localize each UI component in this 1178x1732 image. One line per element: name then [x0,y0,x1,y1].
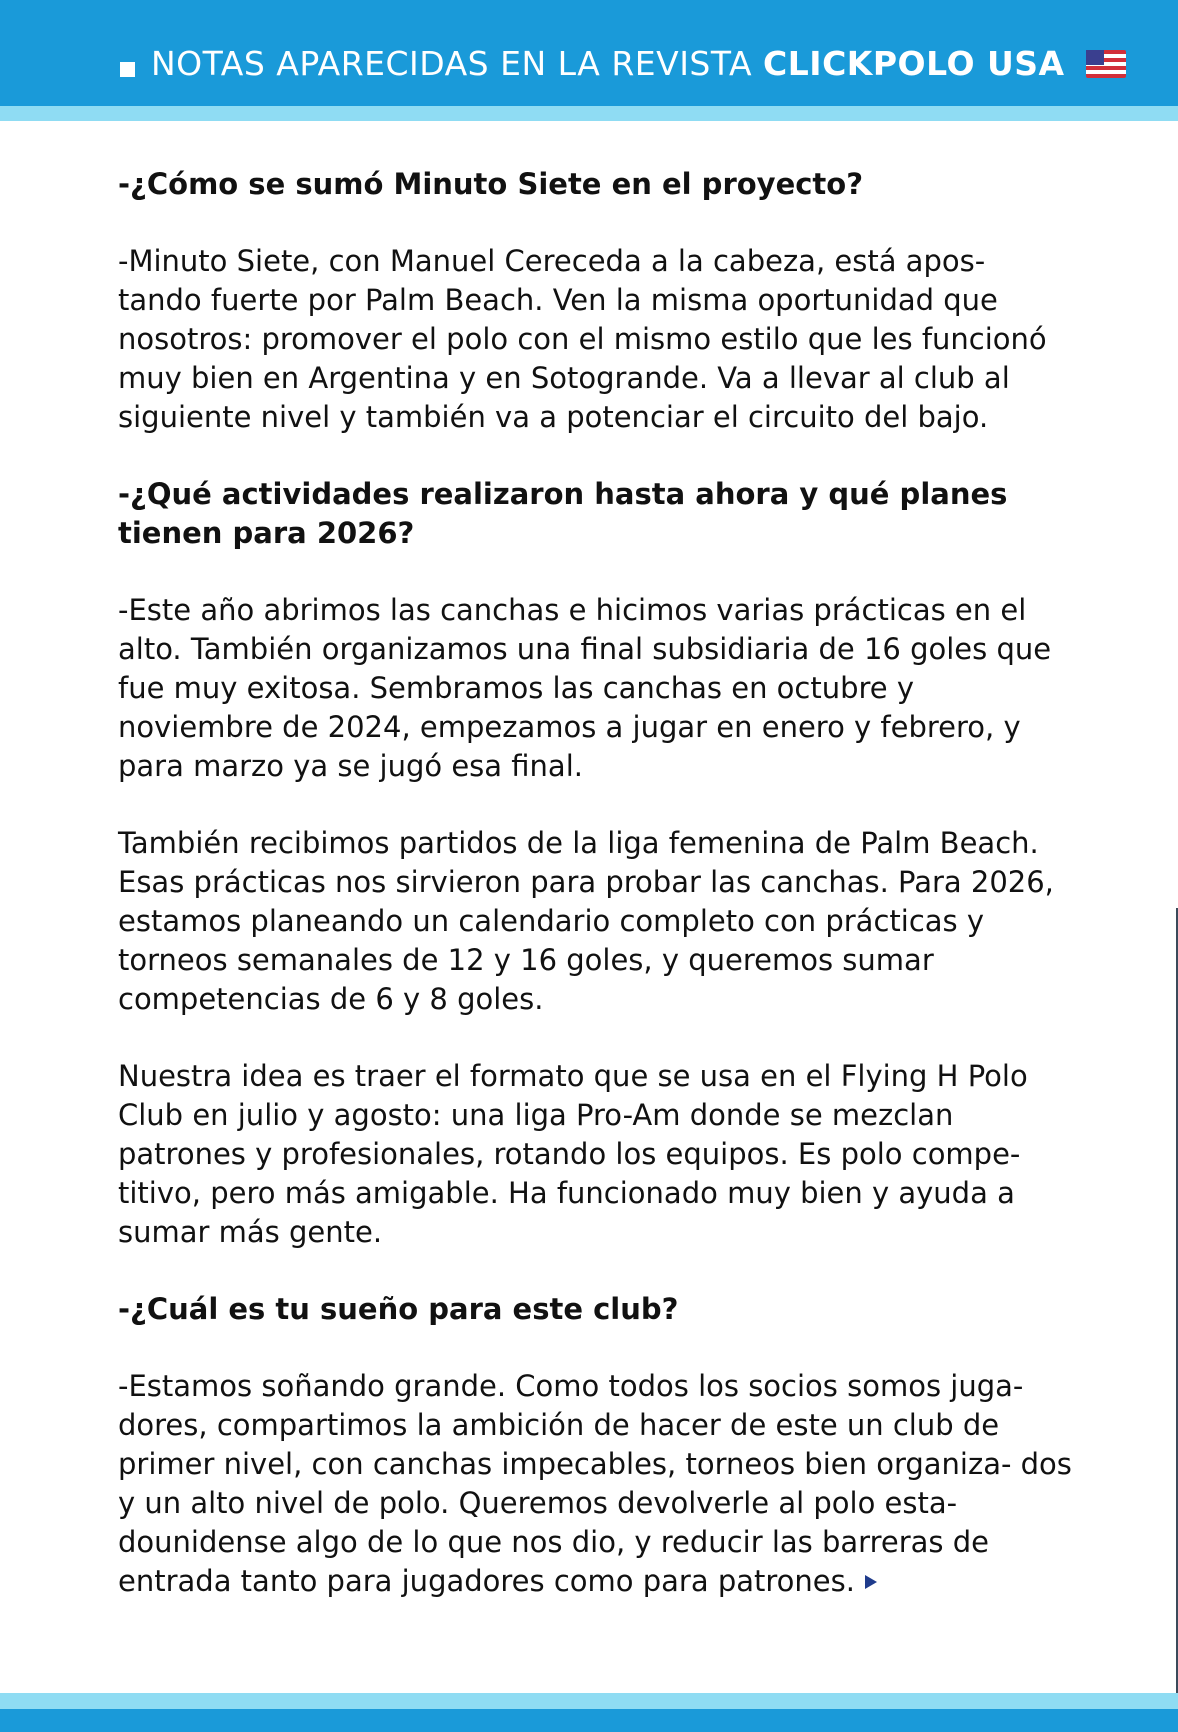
answer-2-paragraph-3: Nuestra idea es traer el formato que se usa en el Flying H Polo Club en julio y agosto: una liga Pro-Am donde se mezclan patrones y profesionales, rotando los equipos. Es polo compe- titivo, pero más amigable. Ha funcionado muy bien y ayuda a sumar más gente. [118,1059,1028,1249]
header-brand: CLICKPOLO USA [763,44,1065,83]
footer-strip [0,1693,1178,1709]
header-prefix: NOTAS APARECIDAS EN LA REVISTA [151,44,753,83]
question-3: -¿Cuál es tu sueño para este club? [118,1292,679,1326]
square-bullet-icon [120,62,135,77]
header-strip [0,106,1178,121]
flag-canton [1086,50,1104,65]
answer-3-paragraph [118,1367,1078,1601]
us-flag-icon [1086,50,1126,78]
question-1: -¿Cómo se sumó Minuto Siete en el proyecto? [118,167,864,201]
footer-bar [0,1709,1178,1732]
answer-2-paragraph-2: También recibimos partidos de la liga femenina de Palm Beach. Esas prácticas nos sirvieron para probar las canchas. Para 2026, estamos planeando un calendario completo con prácticas y torneos semanales de 12 y 16 goles, y queremos sumar competencias de 6 y 8 goles. [118,826,1054,1016]
header-title [120,44,1126,84]
answer-3: -Estamos soñando grande. Como todos los socios somos juga- dores, compartimos la ambición de hacer de este un club de primer nivel, con canchas impecables, torneos bien organiza- dos y un alto nivel de polo. Queremos devolverle al polo esta- dounidense algo de lo que nos dio, y reducir las barreras de entrada tanto para jugadores como para patrones. [118,1369,1072,1598]
question-2: -¿Qué actividades realizaron hasta ahora y qué planes tienen para 2026? [118,477,1008,550]
answer-1: -Minuto Siete, con Manuel Cereceda a la cabeza, está apos- tando fuerte por Palm Beach. Ven la misma oportunidad que nosotros: promover el polo con el mismo estilo que les funcionó muy bien en Argentina y en Sotogrande. Va a llevar al club al siguiente nivel y también va a potenciar el circuito del bajo. [118,244,1047,434]
answer-2-paragraph-1: -Este año abrimos las canchas e hicimos varias prácticas en el alto. También organizamos una final subsidiaria de 16 goles que fue muy exitosa. Sembramos las canchas en octubre y noviembre de 2024, empezamos a jugar en enero y febrero, y para marzo ya se jugó esa final. [118,593,1052,783]
end-triangle-icon [865,1575,877,1589]
article-body [118,165,1078,1639]
